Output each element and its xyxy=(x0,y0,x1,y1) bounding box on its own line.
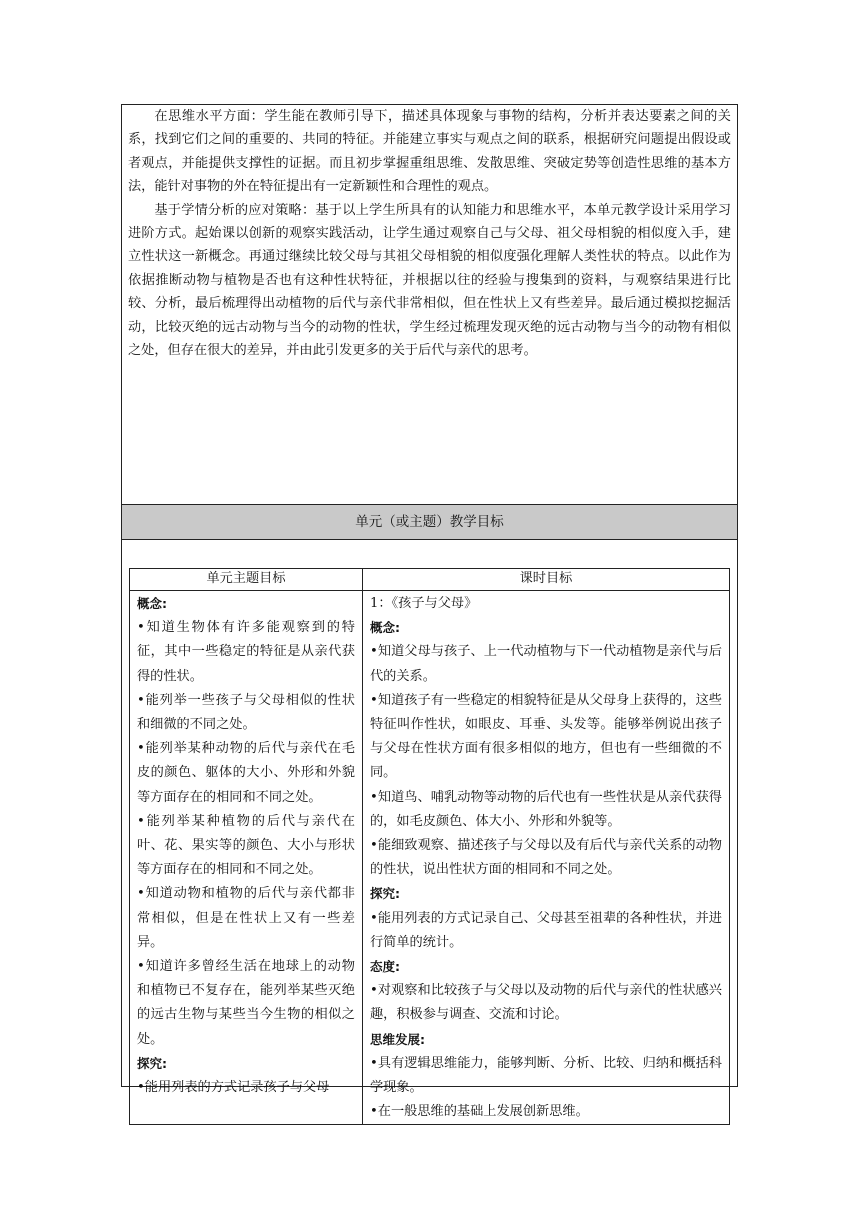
lesson-goal-item: •能细致观察、描述孩子与父母以及有后代与亲代关系的动物的性状，说出性状方面的相同和不同之处。 xyxy=(370,838,722,878)
lesson-goal-item: •知道鸟、哺乳动物等动物的后代也有一些性状是从亲代获得的，如毛皮颜色、体大小、外形和外貌等。 xyxy=(370,789,722,829)
lesson-goal-item: •知道孩子有一些稳定的相貌特征是从父母身上获得的，这些特征叫作性状，如眼皮、耳垂、头发等。能够举例说出孩子与父母在性状方面有很多相似的地方，但也有一些细微的不同。 xyxy=(370,692,722,781)
lesson-goal-item: •知道父母与孩子、上一代动植物与下一代动植物是亲代与后代的关系。 xyxy=(370,644,722,684)
lesson-goal-item: •对观察和比较孩子与父母以及动物的后代与亲代的性状感兴趣，积极参与调查、交流和讨论。 xyxy=(370,983,722,1023)
lesson-goal-item: 1：《孩子与父母》 xyxy=(370,596,478,611)
lesson-section-heading: 思维发展: xyxy=(370,1031,425,1047)
unit-goals-header: 单元主题目标 xyxy=(130,569,363,591)
lesson-goal-item: •具有逻辑思维能力，能够判断、分析、比较、归纳和概括科学现象。 xyxy=(370,1055,722,1096)
lesson-goal-item: •能用列表的方式记录自己、父母甚至祖辈的各种性状，并进行简单的统计。 xyxy=(370,910,722,950)
lesson-goals-cell xyxy=(363,591,730,1125)
unit-goal-item: •知道生物体有许多能观察到的特征，其中一些稳定的特征是从亲代获得的性状。 xyxy=(137,620,355,684)
unit-goal-item: •知道动物和植物的后代与亲代都非常相似，但是在性状上又有一些差异。 xyxy=(137,886,355,950)
strategy-paragraph: 基于学情分析的应对策略：基于以上学生所具有的认知能力和思维水平，本单元教学设计采用学习进阶方式。起始课以创新的观察实践活动，让学生通过观察自己与父母、祖父母相貌的相似度入手，建立性状这一新概念。再通过继续比较父母与其祖父母相貌的相似度强化理解人类性状的特点。以此作为依据推断动物与植物是否也有这种性状特征，并根据以往的经验与搜集到的资料，与观察结果进行比较、分析，最后梳理得出动植物的后代与亲代非常相似，但在性状上又有些差异。最后通过模拟挖掘活动，比较灭绝的远古动物与当今的动物的性状，学生经过梳理发现灭绝的远古动物与当今的动物有相似之处，但存在很大的差异，并由此引发更多的关于后代与亲代的思考。 xyxy=(128,202,731,359)
lesson-goals-header: 课时目标 xyxy=(363,569,730,591)
objectives-table xyxy=(129,568,730,1125)
unit-goal-item: •知道许多曾经生活在地球上的动物和植物已不复存在，能列举某些灭绝的远古生物与某些当今生物的相似之处。 xyxy=(137,959,355,1047)
lesson-section-heading: 态度: xyxy=(370,959,400,975)
lesson-goal-item: •在一般思维的基础上发展创新思维。 xyxy=(370,1104,589,1120)
unit-section-heading: 概念: xyxy=(137,596,167,611)
thinking-level-paragraph: 在思维水平方面：学生能在教师引导下，描述具体现象与事物的结构，分析并表达要素之间的关系，找到它们之间的重要的、共同的特征。并能建立事实与观点之间的联系，根据研究问题提出假设或者观点，并能提供支撑性的证据。而且初步掌握重组思维、发散思维、突破定势等创造性思维的基本方法，能针对事物的外在特征提出有一定新颖性和合理性的观点。 xyxy=(128,109,731,195)
lesson-section-heading: 概念: xyxy=(370,620,400,636)
unit-section-heading: 探究: xyxy=(137,1055,167,1071)
unit-goal-item: •能列举一些孩子与父母相似的性状和细微的不同之处。 xyxy=(137,692,355,733)
unit-goal-item: •能列举某种动物的后代与亲代在毛皮的颜色、躯体的大小、外形和外貌等方面存在的相同和不同之处。 xyxy=(137,741,355,805)
unit-goals-cell xyxy=(130,591,363,1125)
section-title: 单元（或主题）教学目标 xyxy=(122,505,737,540)
unit-goal-item: •能列举某种植物的后代与亲代在叶、花、果实等的颜色、大小与形状等方面存在的相同和不同之处。 xyxy=(137,813,355,878)
unit-goal-item: •能用列表的方式记录孩子与父母 xyxy=(137,1080,330,1096)
lesson-section-heading: 探究: xyxy=(370,886,400,902)
document-frame xyxy=(121,104,738,1120)
learner-analysis-cell xyxy=(122,105,737,505)
